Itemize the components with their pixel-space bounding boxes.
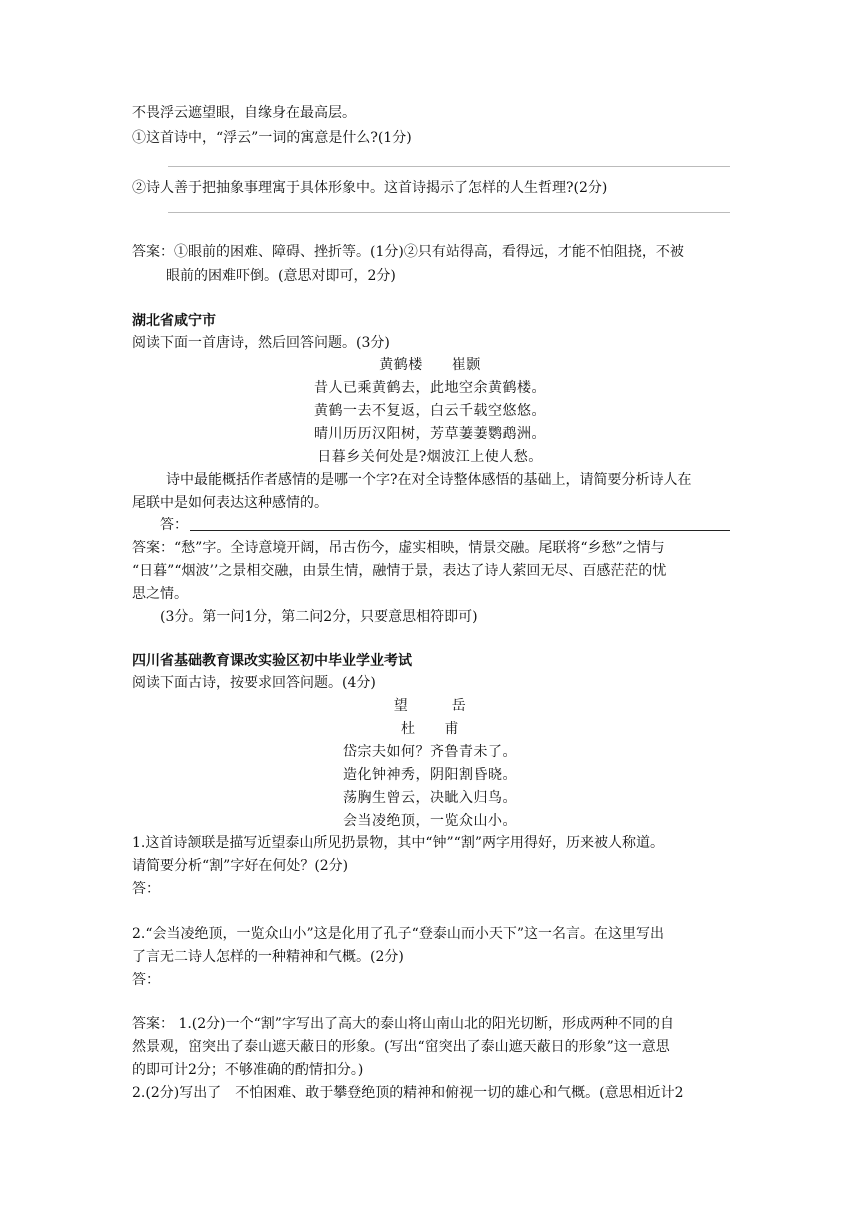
- answer-text: 眼前的困难吓倒。(意思对即可，2分): [166, 268, 396, 284]
- answer-text: 的即可计2分；不够准确的酌情扣分。): [132, 1062, 364, 1078]
- answer-text: 答案：“愁”字。全诗意境开阔，吊古伤今，虚实相映，情景交融。尾联将“乡愁”之情与: [132, 540, 665, 556]
- section-intro: 阅读下面古诗，按要求回答问题。(4分): [132, 675, 376, 691]
- poem-line: 日暮乡关何处是?烟波江上使人愁。: [317, 449, 543, 465]
- section-intro: 阅读下面一首唐诗，然后回答问题。(3分): [132, 335, 390, 351]
- question-2: 2.“会当凌绝顶，一览众山小”这是化用了孔子“登泰山而小天下”这一名言。在这里写出: [132, 926, 664, 942]
- section-heading: 四川省基础教育课改实验区初中毕业学业考试: [132, 653, 412, 669]
- answer-text: 然景观，窋突出了泰山遮天蔽日的形象。(写出“窋突出了泰山遮天蔽日的形象”这一意思: [132, 1039, 670, 1055]
- answer-text: 答案：①眼前的困难、障碍、挫折等。(1分)②只有站得高，看得远，才能不怕阻挠，不被: [132, 244, 684, 260]
- poem-line: 黄鹤一去不复返，白云千载空悠悠。: [314, 403, 546, 419]
- poem-line: 会当凌绝顶，一览众山小。: [343, 813, 517, 829]
- poem-line: 昔人已乘黄鹤去，此地空余黄鹤楼。: [314, 380, 546, 396]
- answer-line: [168, 212, 730, 213]
- answer-text: 2.(2分)写出了 不怕困难、敢于攀登绝顶的精神和俯视一切的雄心和气概。(意思相近计2: [132, 1085, 684, 1101]
- answer-label: 答：: [132, 972, 160, 988]
- poem-line: 荡胸生曾云，决眦入归鸟。: [343, 790, 517, 806]
- question-text: 尾联中是如何表达这种感情的。: [132, 495, 328, 511]
- question-1: 1.这首诗颔联是描写近望泰山所见扔景物，其中“钟”“割”两字用得好，历来被人称道。: [132, 835, 664, 851]
- question-1: 请简要分析“割”字好在何处？(2分): [132, 858, 349, 874]
- section-heading: 湖北省咸宁市: [132, 313, 216, 329]
- poem-title: 望 岳: [393, 698, 467, 714]
- answer-label: 答：: [160, 517, 188, 533]
- poem-author: 杜 甫: [401, 721, 459, 737]
- answer-line: [190, 530, 730, 531]
- score-note: (3分。第一问1分，第二问2分，只要意思相符即可): [160, 609, 478, 625]
- poem-line: 岱宗夫如何？齐鲁青未了。: [343, 744, 517, 760]
- poem-last-line: 不畏浮云遮望眼，自缘身在最高层。: [132, 105, 356, 121]
- answer-label: 答：: [132, 881, 160, 897]
- answer-text: “日暮”“烟波’’之景相交融，由景生情，融情于景，表达了诗人萦回无尽、百感茫茫的忧: [132, 563, 667, 579]
- question-text: 诗中最能概括作者感情的是哪一个字?在对全诗整体感悟的基础上，请简要分析诗人在: [166, 472, 692, 488]
- answer-line: [168, 166, 730, 167]
- answer-text: 思之情。: [132, 586, 188, 602]
- question-2: 了言无二诗人怎样的一种精神和气概。(2分): [132, 949, 404, 965]
- poem-line: 晴川历历汉阳树，芳草萋萋鹦鹉洲。: [314, 426, 546, 442]
- answer-text: 答案： 1.(2分)一个“割”字写出了高大的泰山将山南山北的阳光切断，形成两种不同的自: [132, 1016, 674, 1032]
- poem-title: 黄鹤楼 崔颢: [379, 357, 481, 373]
- poem-line: 造化钟神秀，阴阳割昏晓。: [343, 767, 517, 783]
- question-2: ②诗人善于把抽象事理寓于具体形象中。这首诗揭示了怎样的人生哲理?(2分): [132, 180, 608, 196]
- question-1: ①这首诗中，“浮云”一词的寓意是什么?(1分): [132, 130, 412, 146]
